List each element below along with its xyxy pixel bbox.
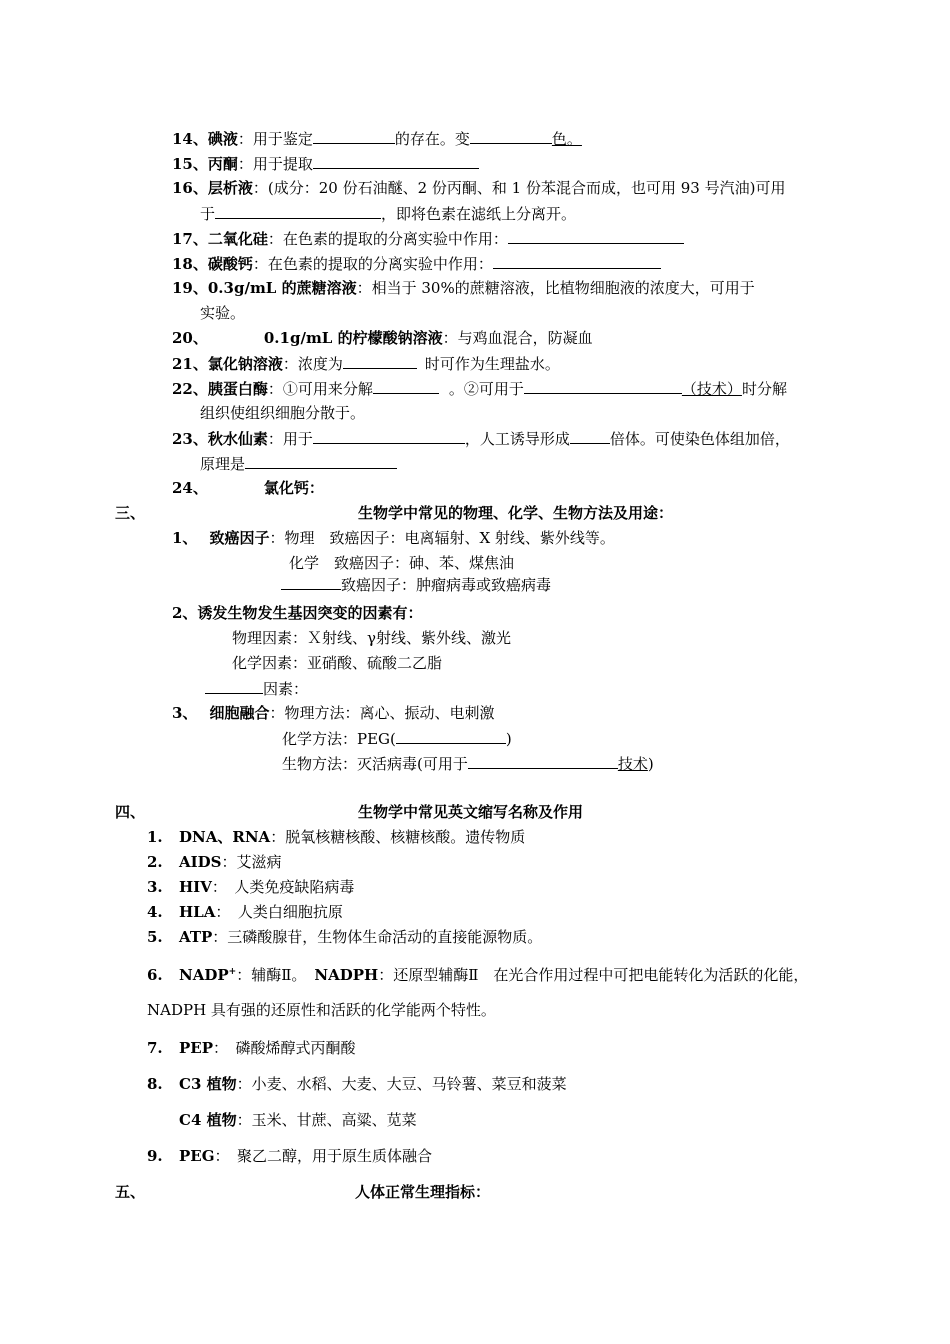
item-text: 化学方法：PEG(: [282, 730, 396, 748]
item-22-cont: [200, 403, 365, 423]
item-text: 因素：: [263, 680, 309, 698]
item-number: 15、: [172, 155, 208, 173]
item-number: 18、: [172, 255, 208, 273]
item-term: PEP: [179, 1039, 213, 1057]
item-term: 碘液: [207, 130, 238, 148]
item-text: ：(成分：20 份石油醚、2 份丙酮、和 1 份苯混合而成，也可用 93 号汽油)可用: [252, 179, 786, 197]
item-text: ：艾滋病: [221, 853, 282, 871]
item-text: ：辅酶Ⅱ。: [236, 966, 307, 984]
answer-blank[interactable]: [343, 353, 417, 369]
item-text: 色。: [551, 130, 582, 148]
item-text: ，人工诱导形成: [464, 430, 570, 448]
sec4-row-2: [147, 852, 282, 872]
section-number: 五、: [115, 1183, 146, 1201]
answer-blank[interactable]: [373, 378, 439, 394]
sec4-row-8: [147, 1074, 567, 1094]
item-text: ：物理 致癌因子：电离辐射、X 射线、紫外线等。: [269, 529, 615, 547]
answer-blank[interactable]: [281, 574, 341, 590]
item-text: ：还原型辅酶Ⅱ 在光合作用过程中可把电能转化为活跃的化能，: [378, 966, 809, 984]
item-text: 时分解: [741, 380, 787, 398]
item-text: ：三磷酸腺苷，生物体生命活动的直接能源物质。: [212, 928, 543, 946]
answer-blank[interactable]: [570, 428, 610, 444]
sec4-row-1: [147, 827, 525, 847]
item-text: 技术: [617, 755, 648, 773]
item-text: 时可作为生理盐水。: [424, 355, 560, 373]
item-number: 14、: [172, 130, 208, 148]
item-text: 生物方法：灭活病毒(可用于: [282, 755, 468, 773]
sec3-item-2-physical: 物理因素：Ｘ射线、γ射线、紫外线、激光: [232, 629, 511, 647]
sec3-item-2-bio: [205, 678, 308, 699]
sec3-item-1-bio: [281, 574, 551, 595]
item-17: [172, 228, 684, 249]
sec4-row-6-cont: NADPH 具有强的还原性和活跃的化学能两个特性。: [147, 1001, 496, 1019]
sec3-item-2-chemical: 化学因素：亚硝酸、硫酸二乙脂: [232, 654, 443, 672]
sec4-row-3: [147, 877, 354, 897]
item-number: 4.: [147, 903, 163, 921]
item-number: 19、: [172, 279, 208, 297]
sec4-row-5: [147, 927, 542, 947]
answer-blank[interactable]: [468, 753, 618, 769]
item-term: 丙酮: [207, 155, 238, 173]
item-text: ：①可用来分解: [267, 380, 373, 398]
item-text: 倍体。可使染色体组加倍，: [609, 430, 790, 448]
sec3-item-3: [172, 703, 494, 723]
item-text: ： 磷酸烯醇式丙酮酸: [213, 1039, 356, 1057]
item-term: 细胞融合: [209, 704, 270, 722]
section-number: 三、: [115, 504, 146, 522]
item-number: 20、: [172, 329, 208, 347]
item-text: ：小麦、水稻、大麦、大豆、马铃薯、菜豆和菠菜: [236, 1075, 567, 1093]
item-number: 8.: [147, 1075, 163, 1093]
item-text: ：用于鉴定: [237, 130, 313, 148]
item-text: ：玉米、甘蔗、高粱、苋菜: [236, 1111, 417, 1129]
sec4-row-4: [147, 902, 343, 922]
item-text: ：物理方法：离心、振动、电刺激: [269, 704, 495, 722]
sec3-item-1: [172, 528, 615, 548]
item-text: 的存在。变: [394, 130, 470, 148]
item-number: 9.: [147, 1147, 163, 1165]
item-text: ：相当于 30%的蔗糖溶液，比植物细胞液的浓度大，可用于: [356, 279, 755, 297]
sec4-row-6: [147, 962, 808, 985]
item-text: ：用于提取: [237, 155, 313, 173]
item-text: ：: [308, 479, 324, 497]
item-number: 22、: [172, 380, 208, 398]
answer-blank[interactable]: [215, 203, 381, 219]
item-term: 秋水仙素: [207, 430, 268, 448]
sec4-row-7: [147, 1038, 356, 1058]
item-term: C3 植物: [179, 1075, 237, 1093]
item-term: 0.3g/mL 的蔗糖溶液: [207, 279, 357, 297]
item-text: ：在色素的提取的分离实验中作用：: [252, 255, 493, 273]
item-number: 17、: [172, 230, 208, 248]
item-term: 致癌因子: [209, 529, 270, 547]
item-number: 16、: [172, 179, 208, 197]
item-text: ： 人类白细胞抗原: [215, 903, 343, 921]
item-term: C4 植物: [179, 1111, 237, 1129]
answer-blank[interactable]: [313, 153, 479, 169]
item-23-cont: [200, 453, 397, 474]
item-term: 二氧化硅: [207, 230, 268, 248]
item-term: 氯化钠溶液: [207, 355, 283, 373]
item-text: 实验。: [200, 304, 246, 322]
item-19: [172, 278, 755, 298]
answer-blank[interactable]: [313, 128, 395, 144]
item-term: 碳酸钙: [207, 255, 253, 273]
item-19-cont: [200, 303, 245, 323]
item-text: 。②可用于: [448, 380, 524, 398]
item-text: ： 人类免疫缺陷病毒: [211, 878, 355, 896]
sec4-row-9: [147, 1146, 432, 1166]
item-number: 21、: [172, 355, 208, 373]
item-22: [172, 378, 787, 399]
item-text: 组织使组织细胞分散于。: [200, 404, 366, 422]
item-term: HIV: [179, 878, 212, 896]
item-term: 0.1g/mL 的柠檬酸钠溶液: [263, 329, 443, 347]
item-text: ： 聚乙二醇，用于原生质体融合: [214, 1147, 433, 1165]
item-text: 致癌因子：肿瘤病毒或致癌病毒: [341, 576, 552, 594]
item-text: ：与鸡血混合，防凝血: [442, 329, 593, 347]
item-number: 6.: [147, 966, 163, 984]
answer-blank[interactable]: [205, 678, 263, 694]
answer-blank[interactable]: [508, 228, 684, 244]
section-number: 四、: [115, 803, 146, 821]
item-text: ：浓度为: [282, 355, 343, 373]
sec3-item-3-chem: [282, 728, 512, 749]
item-text: 于: [200, 205, 216, 223]
item-term: 氯化钙: [263, 479, 309, 497]
item-number: 7.: [147, 1039, 163, 1057]
item-24: [172, 478, 324, 498]
item-term: PEG: [179, 1147, 215, 1165]
item-16: [172, 178, 785, 198]
item-15: [172, 153, 479, 174]
item-text: ): [505, 730, 512, 748]
item-term: NADPH: [314, 966, 379, 984]
section-title: 生物学中常见的物理、化学、生物方法及用途：: [358, 504, 674, 522]
item-20: [172, 328, 593, 348]
item-term: 胰蛋白酶: [207, 380, 268, 398]
superscript: +: [228, 967, 237, 977]
answer-blank[interactable]: [524, 378, 682, 394]
sec3-item-1-chem: 化学 致癌因子：砷、苯、煤焦油: [289, 554, 515, 572]
item-term: HLA: [179, 903, 216, 921]
item-23: [172, 428, 790, 449]
item-text: （技术）: [681, 380, 742, 398]
item-21: [172, 353, 560, 374]
item-text: 原理是: [200, 455, 246, 473]
item-number: 2.: [147, 853, 163, 871]
item-term: DNA、RNA: [179, 828, 271, 846]
item-number: 3、: [172, 704, 198, 722]
item-number: 5.: [147, 928, 163, 946]
section-title: 生物学中常见英文缩写名称及作用: [358, 803, 584, 821]
item-18: [172, 253, 661, 274]
answer-blank[interactable]: [396, 728, 506, 744]
item-16-cont: [200, 203, 576, 224]
item-text: ：脱氧核糖核酸、核糖核酸。遗传物质: [270, 828, 526, 846]
item-number: 1、: [172, 529, 198, 547]
item-14: [172, 128, 582, 149]
item-text: ): [647, 755, 654, 773]
item-text: ，即将色素在滤纸上分离开。: [381, 205, 577, 223]
item-number: 23、: [172, 430, 208, 448]
item-text: ：在色素的提取的分离实验中作用：: [267, 230, 508, 248]
item-number: 3.: [147, 878, 163, 896]
answer-blank[interactable]: [245, 453, 397, 469]
item-text: ：用于: [267, 430, 313, 448]
sec3-item-2-head: 2、诱发生物发生基因突变的因素有：: [172, 604, 423, 622]
item-term: ATP: [179, 928, 213, 946]
item-term: 层析液: [207, 179, 253, 197]
item-number: 1.: [147, 828, 163, 846]
item-term: AIDS: [179, 853, 222, 871]
item-number: 24、: [172, 479, 208, 497]
sec3-item-3-bio: [282, 753, 654, 774]
item-term: NADP: [179, 966, 229, 984]
section-title: 人体正常生理指标：: [355, 1183, 491, 1201]
sec4-row-8-c4: [179, 1110, 417, 1130]
answer-blank[interactable]: [470, 128, 552, 144]
answer-blank[interactable]: [313, 428, 465, 444]
answer-blank[interactable]: [493, 253, 661, 269]
